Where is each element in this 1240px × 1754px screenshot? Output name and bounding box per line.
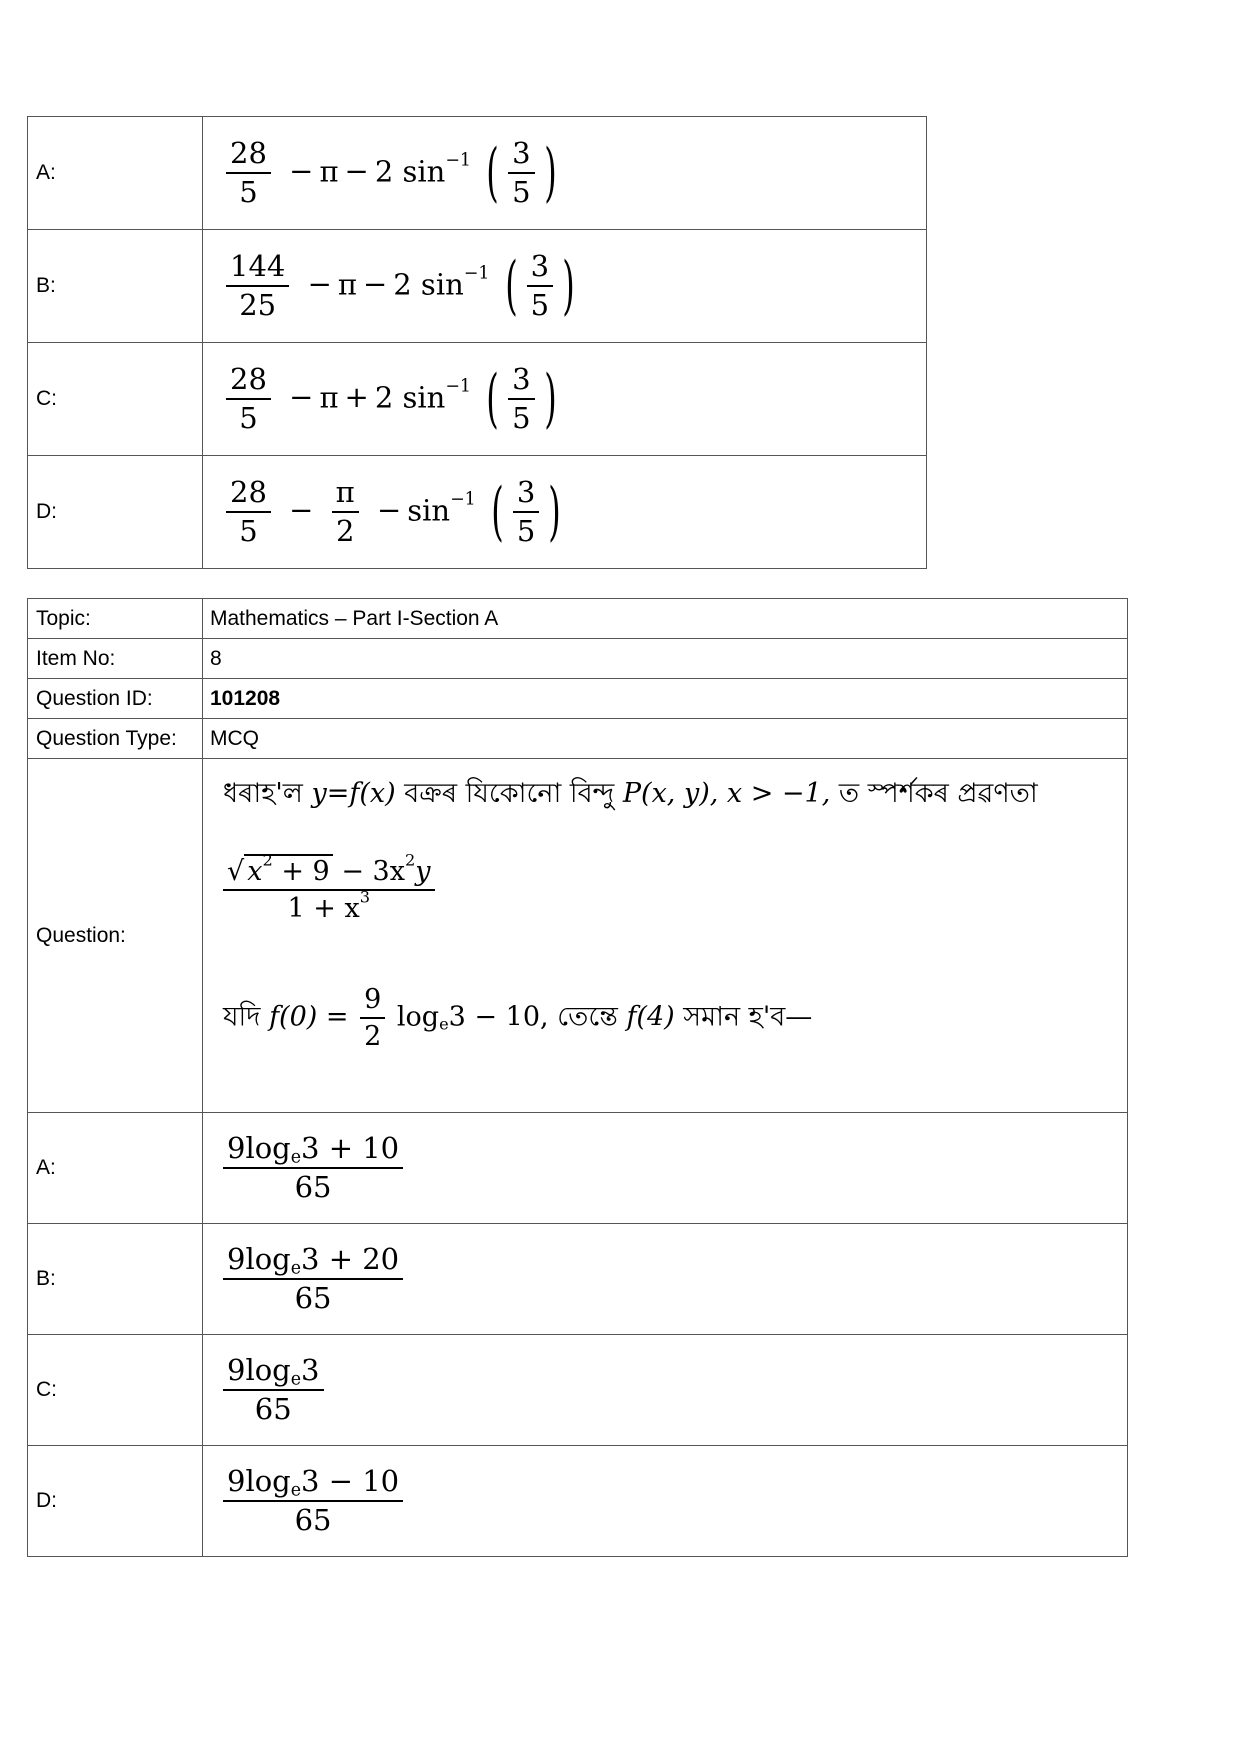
slope-fraction: $\frac{√ x^2 + 9 - 3x^2y}{1 + x^3}$ [223,854,1127,924]
meta-row-topic [28,599,1128,639]
meta-row-item [28,639,1128,679]
option-label: C: [28,1335,203,1446]
option-math: $\frac{9\log_e3 - 10}{65}$ [203,1446,1128,1557]
qid-label: Question ID: [28,679,203,719]
option-row-d [28,1446,1128,1557]
topic-label: Topic: [28,599,203,639]
qid-value: 101208 [203,679,1128,719]
option-math: $\frac{9\log_e3 + 20}{65}$ [203,1224,1128,1335]
option-label: D: [28,1446,203,1557]
option-label: D: [28,456,203,569]
option-math: $\frac{28}{5}$ − π + 2 $\sin^{-1}$ ( $\frac{3}{5}$ ) [203,343,927,456]
option-math: $\frac{9\log_e3}{65}$ [203,1335,1128,1446]
item-value: 8 [203,639,1128,679]
option-label: B: [28,1224,203,1335]
question-table [27,598,1128,1557]
option-label: A: [28,1113,203,1224]
meta-row-qtype [28,719,1128,759]
qtype-value: MCQ [203,719,1128,759]
prev-option-row-b [28,230,927,343]
option-math: $\frac{28}{5}$ − $\frac{\pi}{2}$ − $\sin^{-1}$ ( $\frac{3}{5}$ ) [203,456,927,569]
option-math: $\frac{28}{5}$ − π − 2 $\sin^{-1}$ ( $\frac{3}{5}$ ) [203,117,927,230]
item-label: Item No: [28,639,203,679]
qtype-label: Question Type: [28,719,203,759]
meta-row-qid [28,679,1128,719]
option-math: $\frac{9\log_e3 + 10}{65}$ [203,1113,1128,1224]
prev-option-row-d [28,456,927,569]
prev-option-row-a [28,117,927,230]
question-line-3: যদি f(0) = $\frac{9}{2}$ $\log_e3 - 10$, তেন্তে f(4) সমান হ'ব— [223,984,813,1053]
question-row [28,759,1128,1113]
option-row-a [28,1113,1128,1224]
option-label: A: [28,117,203,230]
fraction: $\frac{28}{5}$ [226,137,271,210]
prev-options-table [27,116,927,569]
question-line-1: ধৰাহ'ল y=f(x) বক্ৰৰ যিকোনো বিন্দু P(x, y), x > −1, ত স্পৰ্শকৰ প্ৰৱণতা [223,778,1038,809]
prev-option-row-c [28,343,927,456]
question-label: Question: [28,759,203,1113]
option-label: C: [28,343,203,456]
option-math: $\frac{144}{25}$ − π − 2 $\sin^{-1}$ ( $\frac{3}{5}$ ) [203,230,927,343]
topic-value: Mathematics – Part I-Section A [203,599,1128,639]
option-row-b [28,1224,1128,1335]
option-row-c [28,1335,1128,1446]
question-body [203,759,1128,1113]
option-label: B: [28,230,203,343]
